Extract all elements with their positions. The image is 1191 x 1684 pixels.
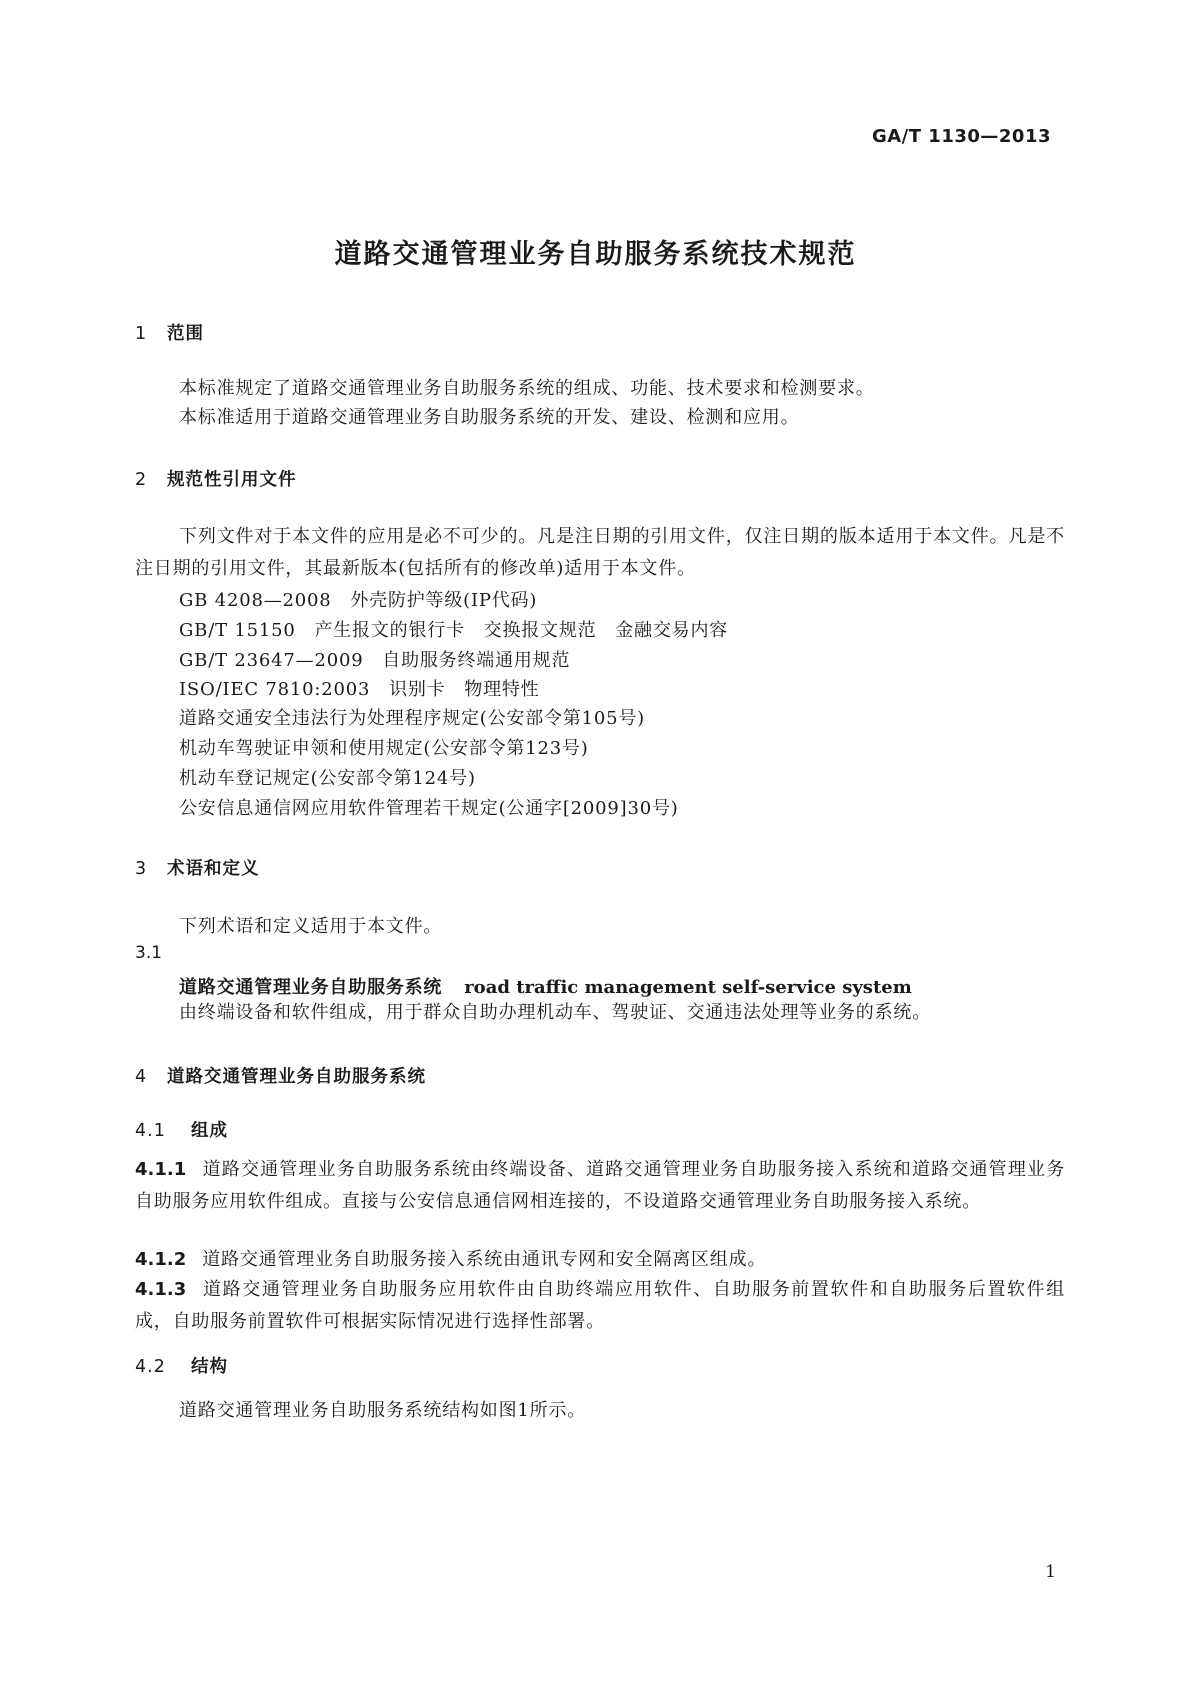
reference-item: GB/T 15150 产生报文的银行卡 交换报文规范 金融交易内容 bbox=[179, 620, 729, 641]
paragraph-terms-intro: 下列术语和定义适用于本文件。 bbox=[179, 916, 443, 937]
reference-item: 机动车登记规定(公安部令第124号) bbox=[179, 768, 476, 789]
paragraph-references-intro: 下列文件对于本文件的应用是必不可少的。凡是注日期的引用文件，仅注日期的版本适用于本文件。凡是不注日期的引用文件，其最新版本(包括所有的修改单)适用于本文件。 bbox=[135, 526, 1065, 579]
paragraph-structure: 道路交通管理业务自助服务系统结构如图1所示。 bbox=[179, 1400, 587, 1421]
reference-item: 公安信息通信网应用软件管理若干规定(公通字[2009]30号) bbox=[179, 798, 679, 819]
subsection-title: 结构 bbox=[191, 1357, 228, 1377]
paragraph-scope-2: 本标准适用于道路交通管理业务自助服务系统的开发、建设、检测和应用。 bbox=[179, 407, 800, 428]
reference-item: ISO/IEC 7810:2003 识别卡 物理特性 bbox=[179, 679, 540, 700]
section-number: 2 bbox=[135, 470, 148, 490]
subsection-heading-4-1 bbox=[135, 1117, 228, 1142]
reference-item: GB 4208—2008 外壳防护等级(IP代码) bbox=[179, 590, 538, 611]
section-heading-3 bbox=[135, 855, 260, 880]
term-definition: 由终端设备和软件组成，用于群众自助办理机动车、驾驶证、交通违法处理等业务的系统。 bbox=[179, 1002, 931, 1023]
reference-item: 机动车驾驶证申领和使用规定(公安部令第123号) bbox=[179, 738, 589, 759]
term-number: 3.1 bbox=[135, 943, 163, 963]
reference-item: GB/T 23647—2009 自助服务终端通用规范 bbox=[179, 650, 571, 671]
term-chinese: 道路交通管理业务自助服务系统 bbox=[179, 977, 443, 998]
subsection-number: 4.2 bbox=[135, 1357, 166, 1377]
clause-4-1-1 bbox=[135, 1154, 1065, 1218]
subsection-heading-4-2 bbox=[135, 1353, 228, 1378]
subsection-number: 4.1 bbox=[135, 1121, 166, 1141]
standard-number: GA/T 1130—2013 bbox=[871, 126, 1051, 147]
reference-item: 道路交通安全违法行为处理程序规定(公安部令第105号) bbox=[179, 708, 645, 729]
clause-text: 道路交通管理业务自助服务接入系统由通讯专网和安全隔离区组成。 bbox=[202, 1249, 767, 1270]
term-entry bbox=[179, 973, 912, 999]
clause-text: 道路交通管理业务自助服务应用软件由自助终端应用软件、自助服务前置软件和自助服务后置软件组成，自助服务前置软件可根据实际情况进行选择性部署。 bbox=[135, 1279, 1065, 1332]
section-title: 术语和定义 bbox=[167, 859, 260, 879]
section-heading-2 bbox=[135, 466, 297, 491]
clause-number: 4.1.3 bbox=[135, 1279, 187, 1300]
section-number: 1 bbox=[135, 324, 148, 344]
section-title: 道路交通管理业务自助服务系统 bbox=[167, 1067, 426, 1087]
section-number: 4 bbox=[135, 1067, 148, 1087]
clause-4-1-2 bbox=[135, 1244, 1065, 1276]
clause-number: 4.1.1 bbox=[135, 1159, 187, 1180]
section-heading-4 bbox=[135, 1063, 426, 1088]
clause-4-1-3 bbox=[135, 1274, 1065, 1338]
document-title: 道路交通管理业务自助服务系统技术规范 bbox=[334, 239, 857, 270]
page-number: 1 bbox=[1045, 1562, 1056, 1582]
subsection-title: 组成 bbox=[191, 1121, 228, 1141]
clause-number: 4.1.2 bbox=[135, 1249, 187, 1270]
paragraph-scope-1: 本标准规定了道路交通管理业务自助服务系统的组成、功能、技术要求和检测要求。 bbox=[179, 378, 875, 399]
term-english: road traffic management self-service system bbox=[464, 977, 912, 998]
section-title: 规范性引用文件 bbox=[167, 470, 297, 490]
section-number: 3 bbox=[135, 859, 148, 879]
section-title: 范围 bbox=[167, 324, 204, 344]
clause-text: 道路交通管理业务自助服务系统由终端设备、道路交通管理业务自助服务接入系统和道路交通管理业务自助服务应用软件组成。直接与公安信息通信网相连接的，不设道路交通管理业务自助服务接入系统。 bbox=[135, 1159, 1065, 1212]
section-heading-1 bbox=[135, 320, 204, 345]
